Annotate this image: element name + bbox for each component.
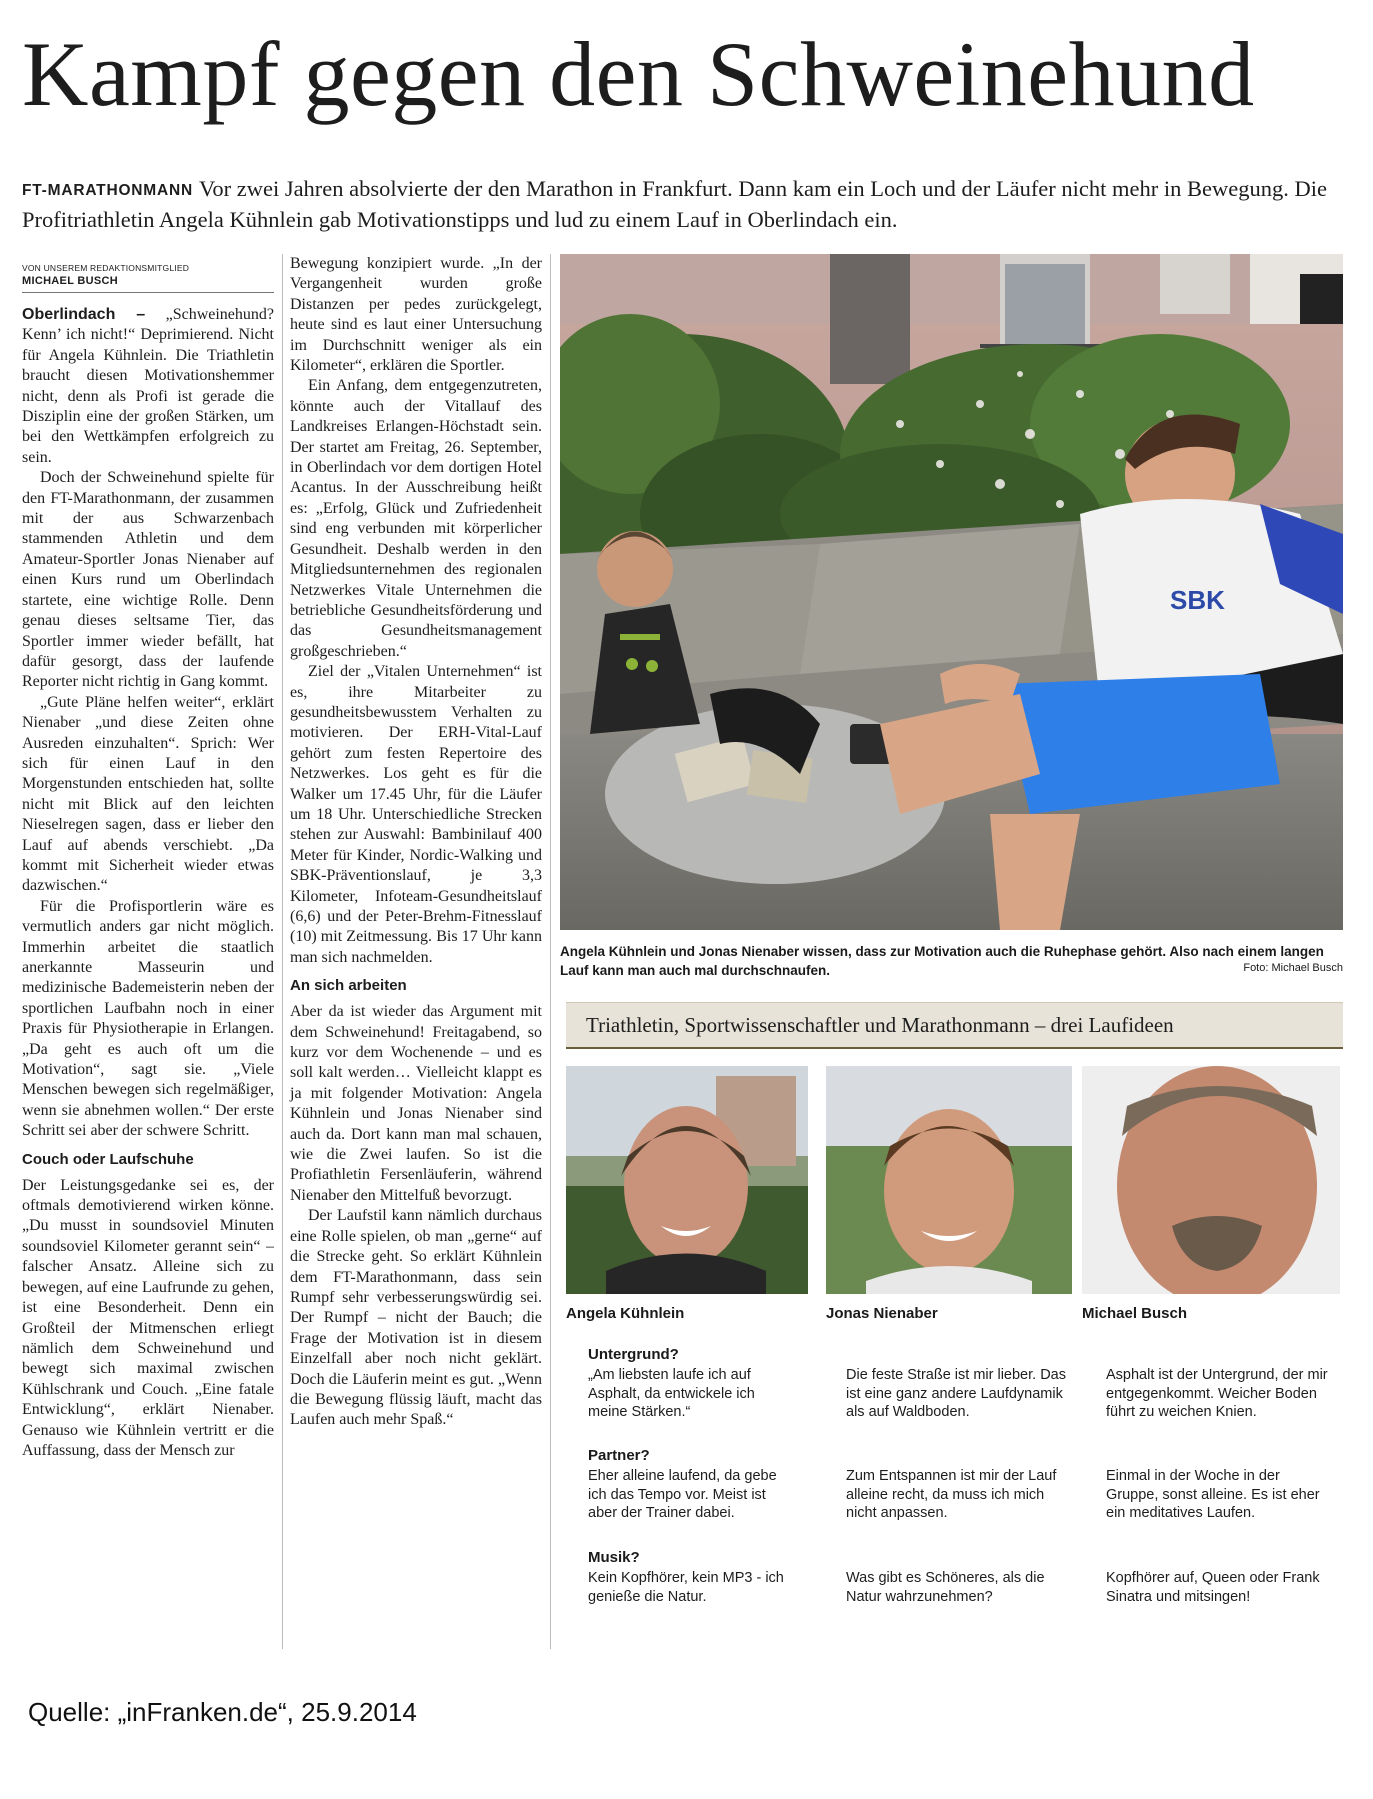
- paragraph: Der Leistungsgedanke sei es, der oftmals demotivierend wirken könne. „Du musst in soundsoviel Minuten soundsoviel Kilometer gerannt sein“ – falscher Ansatz. Alleine sich zu bewegen, auf eine Laufrunde zu gehen, ist eine Besonderheit. Denn ein Großteil der Mitmenschen erliegt nämlich dem Schweinehund und bewegt sich maximal zwischen Kühlschrank und Couch. „Eine fatale Entwicklung“, erklärt Nienaber. Genauso wie Kühnlein vertritt er die Auffassung, dass der Mensch zur: [22, 1176, 274, 1459]
- article-column-2: [290, 254, 542, 1431]
- portrait-angela-image: [566, 1066, 808, 1294]
- person-name: Angela Kühnlein: [566, 1305, 685, 1322]
- infobox-header: [566, 1002, 1343, 1049]
- portrait-jonas: [826, 1066, 1072, 1294]
- byline-label: VON UNSEREM REDAKTIONSMITGLIED: [22, 263, 190, 273]
- paragraph: Doch der Schweinehund spielte für den FT-Marathonmann, der zusammen mit der aus Schwarzenbach stammenden Athletin und dem Amateur-Sportler Jonas Nienaber auf einen Kurs rund um Oberlindach startete, eine wichtige Rolle. Denn genau dieses seltsame Tier, das Sportler immer wieder befällt, hat dafür gesorgt, dass der laufende Reporter nicht richtig in Gang kommt.: [22, 469, 274, 691]
- lead-text: Vor zwei Jahren absolvierte der den Marathon in Frankfurt. Dann kam ein Loch und der Läufer nicht mehr in Bewegung. Die Profitriathletin Angela Kühnlein gab Motivationstipps und lud zu einem Lauf in Oberlindach ein.: [22, 176, 1327, 232]
- dateline: Oberlindach –: [22, 306, 146, 323]
- paragraph: Bewegung konzipiert wurde. „In der Vergangenheit wurden große Distanzen per pedes zurückgelegt, heute sind es laut einer Untersuchung im Durchschnitt weniger als ein Kilometer“, erklären die Sportler.: [290, 255, 542, 375]
- photo-caption: Angela Kühnlein und Jonas Nienaber wissen, dass zur Motivation auch die Ruhephase gehört. Also nach einem langen Lauf kann man auch mal durchschnaufen.: [560, 944, 1324, 978]
- person-name: Jonas Nienaber: [826, 1305, 938, 1322]
- paragraph: Der Laufstil kann nämlich durchaus eine Rolle spielen, ob man „gerne“ auf die Strecke geht. So erklärt Kühnlein dem FT-Marathonmann, dass sein Rumpf sehr verbesserungswürdig sei. Der Rumpf – nicht der Bauch; die Frage der Motivation ist in diesem Einzelfall aber noch nicht geklärt. Doch die Läuferin meint es gut. „Wenn die Bewegung flüssig läuft, macht das Laufen auch mehr Spaß.“: [290, 1207, 542, 1429]
- paragraph: [22, 305, 274, 468]
- subheading: Couch oder Laufschuhe: [22, 1150, 194, 1168]
- portrait-angela: [566, 1066, 808, 1294]
- column-divider: [550, 254, 551, 1649]
- paragraph: „Gute Pläne helfen weiter“, erklärt Nienaber „und diese Zeiten ohne Ausreden einzuhalten“. Sprich: Wer sich für einen Lauf in den Morgenstunden entschieden hat, sollte nicht mit Blick auf den leichten Nieselregen sagen, dass er lieber den Lauf auf abends verschiebt. „Da kommt mit Sicherheit wieder etwas dazwischen.“: [22, 693, 274, 895]
- lead-paragraph: [22, 174, 1352, 234]
- kicker: FT-MARATHONMANN: [22, 182, 193, 199]
- portrait-michael: [1082, 1066, 1340, 1294]
- answer: Asphalt ist der Untergrund, der mir entgegenkommt. Weicher Boden führt zu weichen Knien.: [1106, 1367, 1328, 1420]
- answer: „Am liebsten laufe ich auf Asphalt, da entwickele ich meine Stärken.“: [588, 1367, 755, 1420]
- question-label: Musik?: [588, 1549, 640, 1566]
- photo-credit: Foto: Michael Busch: [1243, 962, 1343, 974]
- answer: Kopfhörer auf, Queen oder Frank Sinatra und mitsingen!: [1106, 1570, 1320, 1605]
- column-divider: [282, 254, 283, 1649]
- person-name: Michael Busch: [1082, 1305, 1188, 1322]
- answer: Einmal in der Woche in der Gruppe, sonst alleine. Es ist eher ein meditatives Laufen.: [1106, 1468, 1320, 1521]
- answer: Zum Entspannen ist mir der Lauf alleine recht, da muss ich mich nicht anpassen.: [846, 1468, 1057, 1521]
- byline-author: MICHAEL BUSCH: [22, 274, 274, 293]
- paragraph: Ziel der „Vitalen Unternehmen“ ist es, ihre Mitarbeiter zu gesundheitsbewusstem Verhalten zu motivieren. Der ERH-Vital-Lauf gehört zum festen Repertoire des Netzwerkes. Los geht es für die Walker um 17.45 Uhr, für die Läufer um 18 Uhr. Unterschiedliche Strecken stehen zur Auswahl: Bambinilauf 400 Meter für Kinder, Nordic-Walking und SBK-Präventionslauf, je 3,3 Kilometer, Infoteam-Gesundheitslauf (6,6) und der Peter-Brehm-Fitnesslauf (10) mit Zeitmessung. Bis 17 Uhr kann man sich nachmelden.: [290, 663, 542, 966]
- shirt-logo-text: SBK: [1170, 585, 1225, 615]
- question-label: Untergrund?: [588, 1346, 679, 1363]
- portrait-michael-image: [1082, 1066, 1340, 1294]
- paragraph-text: „Schweinehund? Kenn’ ich nicht!“ Deprimierend. Nicht für Angela Kühnlein. Die Triathletin braucht diesen Motivationshemmer nicht, denn als Profi ist gerade die Disziplin eine der großen Stärken, um bei den Wettkämpfen erfolgreich zu sein.: [22, 306, 274, 466]
- headline: Kampf gegen den Schweinehund: [22, 23, 1255, 125]
- paragraph: Für die Profisportlerin wäre es vermutlich anders gar nicht möglich. Immerhin arbeitet die staatlich anerkannte Masseurin und medizinische Bademeisterin neben der sportlichen Laufbahn noch in einer Praxis für Physiotherapie in Erlangen. „Da geht es auch oft um die Motivation“, sagt sie. „Viele Menschen bewegen sich regelmäßiger, wenn sie abnehmen wollen.“ Der erste Schritt sei aber der schwere Schritt.: [22, 897, 274, 1140]
- portrait-jonas-image: [826, 1066, 1072, 1294]
- paragraph: Ein Anfang, dem entgegenzutreten, könnte auch der Vitallauf des Landkreises Erlangen-Höchstadt sein. Der startet am Freitag, 26. September, in Oberlindach vor dem dortigen Hotel Acantus. In der Ausschreibung heißt es: „Erfolg, Glück und Zufriedenheit sind eng verbunden mit körperlicher Gesundheit. Deshalb werden in den Mitgliedsunternehmen des regionalen Netzwerkes Vitale Unternehmen die betriebliche Gesundheitsförderung und das Gesundheitsmanagement großgeschrieben.“: [290, 377, 542, 660]
- answer: Kein Kopfhörer, kein MP3 - ich genieße die Natur.: [588, 1570, 784, 1605]
- source-line: Quelle: „inFranken.de“, 25.9.2014: [28, 1697, 417, 1727]
- paragraph: Aber da ist wieder das Argument mit dem Schweinehund! Freitagabend, so kurz vor dem Wochenende – und es soll kalt werden… Vielleicht klappt es ja mit folgender Motivation: Angela Kühnlein und Jonas Nienaber sind auch da. Dort kann man mal schauen, wie die Zwei laufen. So ist die Profiathletin Fersenläuferin, während Nienaber den Mittelfuß bevorzugt.: [290, 1003, 542, 1204]
- main-photo-illustration: [560, 254, 1343, 930]
- subheading: An sich arbeiten: [290, 977, 407, 995]
- article-column-1: [22, 262, 274, 1461]
- main-photo: [560, 254, 1343, 930]
- answer: Was gibt es Schöneres, als die Natur wahrzunehmen?: [846, 1570, 1045, 1605]
- answer: Eher alleine laufend, da gebe ich das Tempo vor. Meist ist aber der Trainer dabei.: [588, 1468, 777, 1521]
- infobox-title: Triathletin, Sportwissenschaftler und Marathonmann – drei Laufideen: [586, 1013, 1174, 1037]
- question-label: Partner?: [588, 1447, 650, 1464]
- answer: Die feste Straße ist mir lieber. Das ist eine ganz andere Laufdynamik als auf Waldboden.: [846, 1367, 1066, 1420]
